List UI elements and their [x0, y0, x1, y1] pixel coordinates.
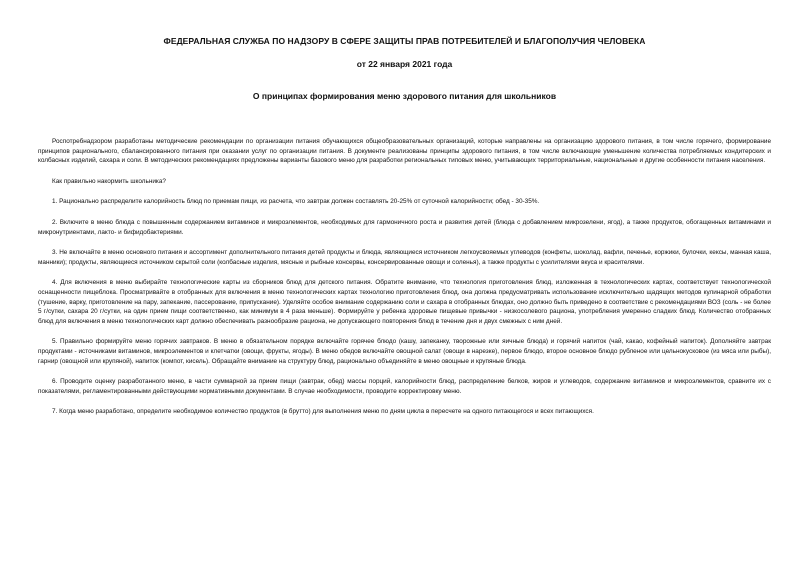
recommendation-4: 4. Для включения в меню выбирайте технологические карты из сборников блюд для детского питания. Обратите внимание, что технология приготовления блюд, изложенная в технологических картах, соответствует технологической оснащенности пищеблока. Просматривайте в отобранных для включения в меню технологических картах технологию приготовления блюд, она должна предусматривать использование исключительно щадящих методов кулинарной обработки (тушение, варку, приготовление на пару, запекание, пассерование, припускание). Уделяйте особое внимание содержанию соли и сахара в отобранных блюдах, оно должно быть приведено в соответствие с рекомендациями ВОЗ (соль - не более 5 г/сутки, сахара 20 г/сутки, на один прием пищи соответственно, как минимум в 4 раза меньше). Формируйте у ребенка здоровые пищевые привычки - низкосолевого рациона, употребления умеренно сладких блюд. Количество отобранных блюд для включения в меню технологических карт должно обеспечивать разнообразие рациона, не допускающего повторения блюд в течение дня и двух смежных с ним дней. [38, 279, 771, 325]
question-paragraph: Как правильно накормить школьника? [52, 177, 166, 185]
recommendation-2: 2. Включите в меню блюда с повышенным содержанием витаминов и микроэлементов, необходимых для гармоничного роста и развития детей (блюда с добавлением микрозелени, ягод), а также продуктов, обогащенных витаминами и микронутриентами, лакто- и бифидобактериями. [38, 218, 771, 236]
recommendation-1: 1. Рационально распределите калорийность блюд по приемам пищи, из расчета, что завтрак должен составлять 20-25% от суточной калорийности; обед - 30-35%. [52, 198, 540, 206]
intro-paragraph: Роспотребнадзором разработаны методические рекомендации по организации питания обучающихся общеобразовательных организаций, которые направлены на организацию здорового питания, в том числе горячего, формирование принципов рационального, сбалансированного питания при оказании услуг по организации питания. В документе реализованы принципы здорового питания, в том числе включающие уменьшение количества потребляемых кондитерских и колбасных изделий, сахара и соли. В методических рекомендациях предложены варианты базового меню для разработки региональных типовых меню, учитывающих территориальные, национальные и другие особенности питания населения. [38, 138, 771, 165]
recommendation-7: 7. Когда меню разработано, определите необходимое количество продуктов (в брутто) для выполнения меню по дням цикла в пересчете на одного питающегося и всех питающихся. [52, 408, 594, 416]
recommendation-3: 3. Не включайте в меню основного питания и ассортимент дополнительного питания детей продукты и блюда, являющиеся источником легкоусвояемых углеводов (конфеты, шоколад, вафли, печенье, коржики, булочки, кексы, манная каша, манники); продукты, являющиеся источником скрытой соли (колбасные изделия, мясные и рыбные консервы, консервированные овощи и соленья), а также продукты с усилителями вкуса и красителями. [38, 249, 771, 266]
recommendation-5: 5. Правильно формируйте меню горячих завтраков. В меню в обязательном порядке включайте горячее блюдо (кашу, запеканку, творожные или яичные блюда) и горячий напиток (чай, какао, кофейный напиток). Дополняйте завтрак продуктами - источниками витаминов, микроэлементов и клетчатки (овощи, фрукты, ягоды). В меню обедов включайте овощной салат (овощи в нарезке), первое блюдо, второе основное блюдо рубленое или цельнокусковое (из мяса или рыбы), гарнир (овощной или крупяной), напиток (компот, кисель). Обращайте внимание на структуру блюд, рационально объединяйте в меню овощные и крупяные блюда. [38, 338, 771, 365]
document-date: от 22 января 2021 года [356, 59, 453, 69]
document-body [38, 137, 771, 417]
recommendation-6: 6. Проводите оценку разработанного меню, в части суммарной за прием пищи (завтрак, обед) массы порций, калорийности блюд, распределение белков, жиров и углеводов, содержание витаминов и микроэлементов, сравните их с показателями, регламентированными действующими нормативными документами. В случае необходимости, проводите корректировку меню. [38, 378, 771, 395]
document-title: О принципах формирования меню здорового питания для школьников [252, 91, 557, 101]
organization-heading: ФЕДЕРАЛЬНАЯ СЛУЖБА ПО НАДЗОРУ В СФЕРЕ ЗАЩИТЫ ПРАВ ПОТРЕБИТЕЛЕЙ И БЛАГОПОЛУЧИЯ ЧЕЛОВЕКА [163, 36, 646, 46]
